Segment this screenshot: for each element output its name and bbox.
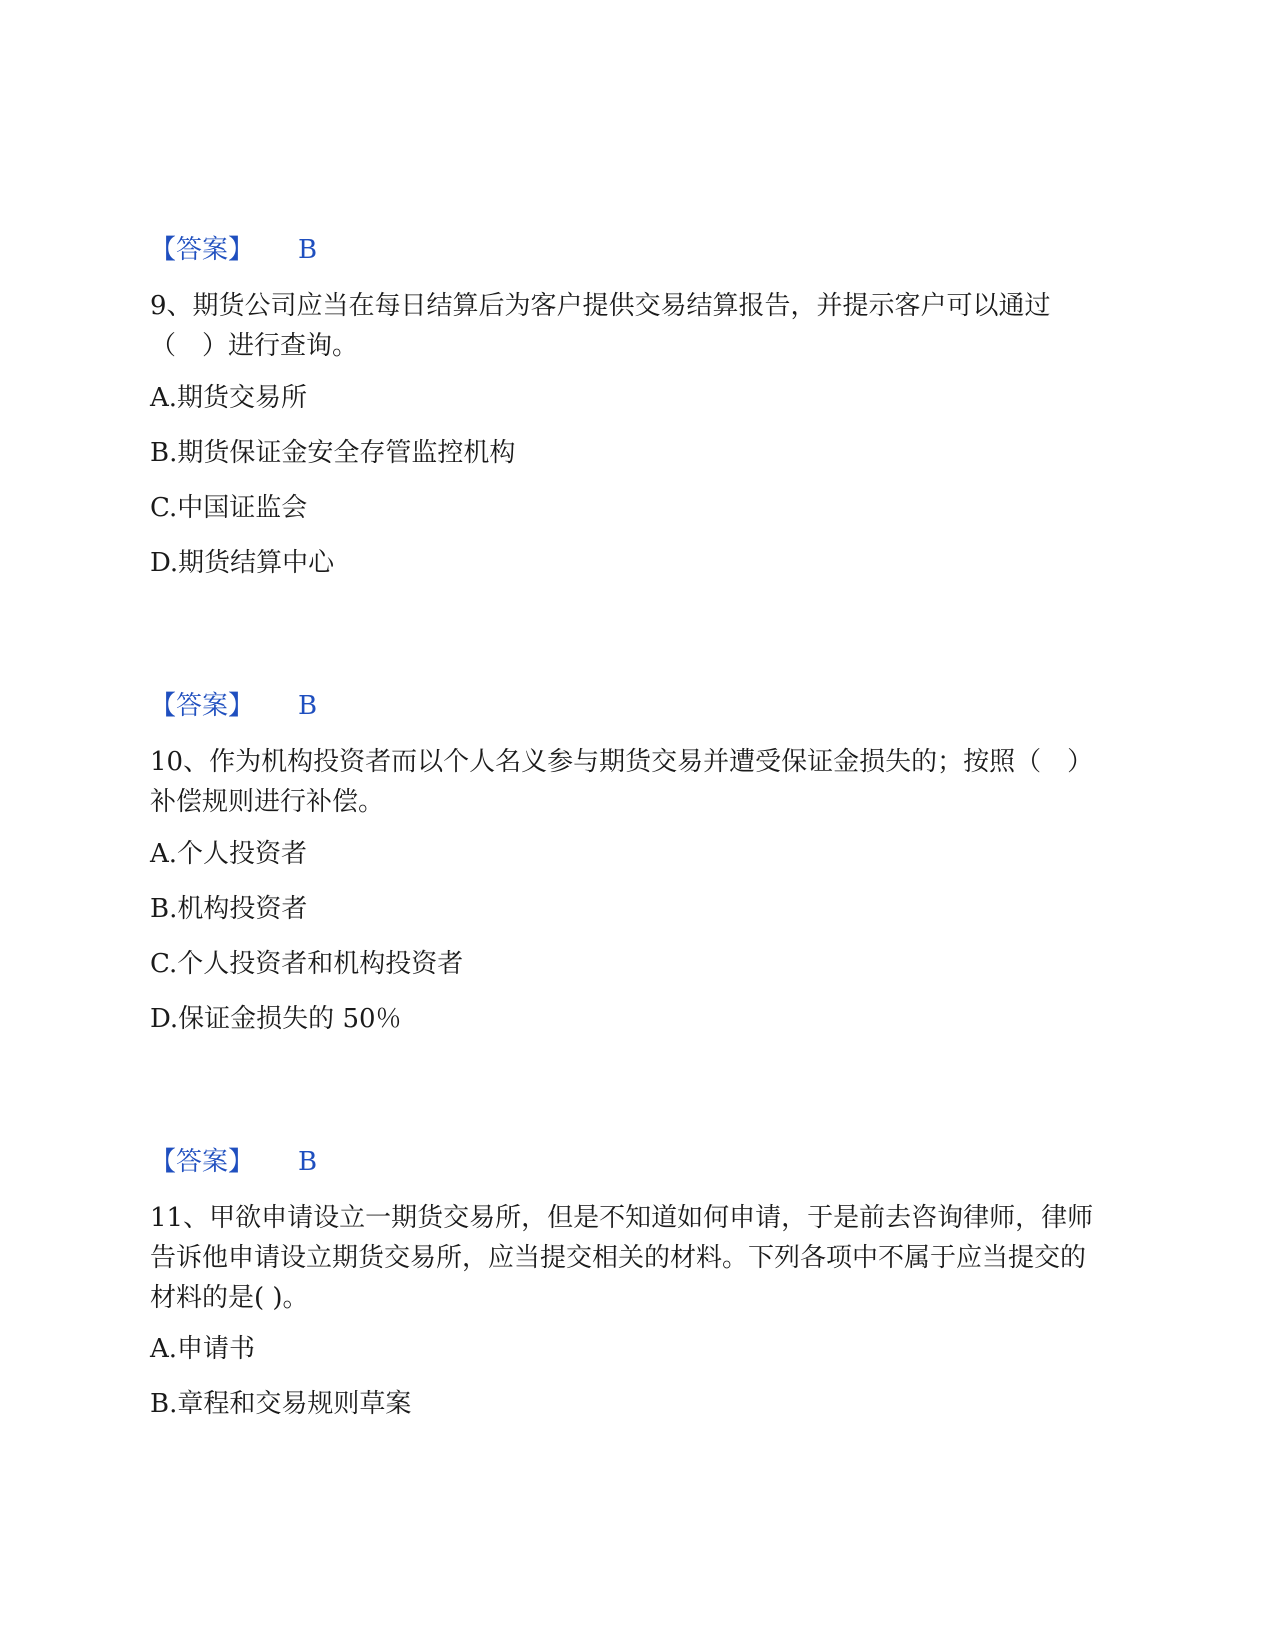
- option-c: C.中国证监会: [150, 493, 308, 523]
- option-d: D.保证金损失的 50％: [150, 1004, 402, 1034]
- option-a: A.个人投资者: [150, 839, 308, 869]
- answer-value: B: [298, 1147, 318, 1177]
- answer-line: [150, 1144, 317, 1180]
- question-text: 9、期货公司应当在每日结算后为客户提供交易结算报告，并提示客户可以通过（ ）进行查询。: [150, 291, 1051, 361]
- document-page: [150, 0, 1110, 1650]
- answer-line: [150, 232, 317, 268]
- option-b: B.期货保证金安全存管监控机构: [150, 438, 516, 468]
- option-c: C.个人投资者和机构投资者: [150, 949, 464, 979]
- question-text: 10、作为机构投资者而以个人名义参与期货交易并遭受保证金损失的；按照（ ）补偿规则进行补偿。: [150, 747, 1094, 817]
- answer-line: [150, 688, 317, 724]
- option-d: D.期货结算中心: [150, 548, 335, 578]
- answer-label: 【答案】: [150, 691, 255, 721]
- option-a: A.申请书: [150, 1334, 256, 1364]
- answer-label: 【答案】: [150, 1147, 255, 1177]
- option-a: A.期货交易所: [150, 383, 308, 413]
- question-text: 11、甲欲申请设立一期货交易所，但是不知道如何申请，于是前去咨询律师，律师告诉他申请设立期货交易所，应当提交相关的材料。下列各项中不属于应当提交的材料的是( )。: [150, 1203, 1094, 1313]
- answer-label: 【答案】: [150, 235, 255, 265]
- answer-value: B: [298, 235, 318, 265]
- option-b: B.机构投资者: [150, 894, 308, 924]
- answer-value: B: [298, 691, 318, 721]
- option-b: B.章程和交易规则草案: [150, 1389, 412, 1419]
